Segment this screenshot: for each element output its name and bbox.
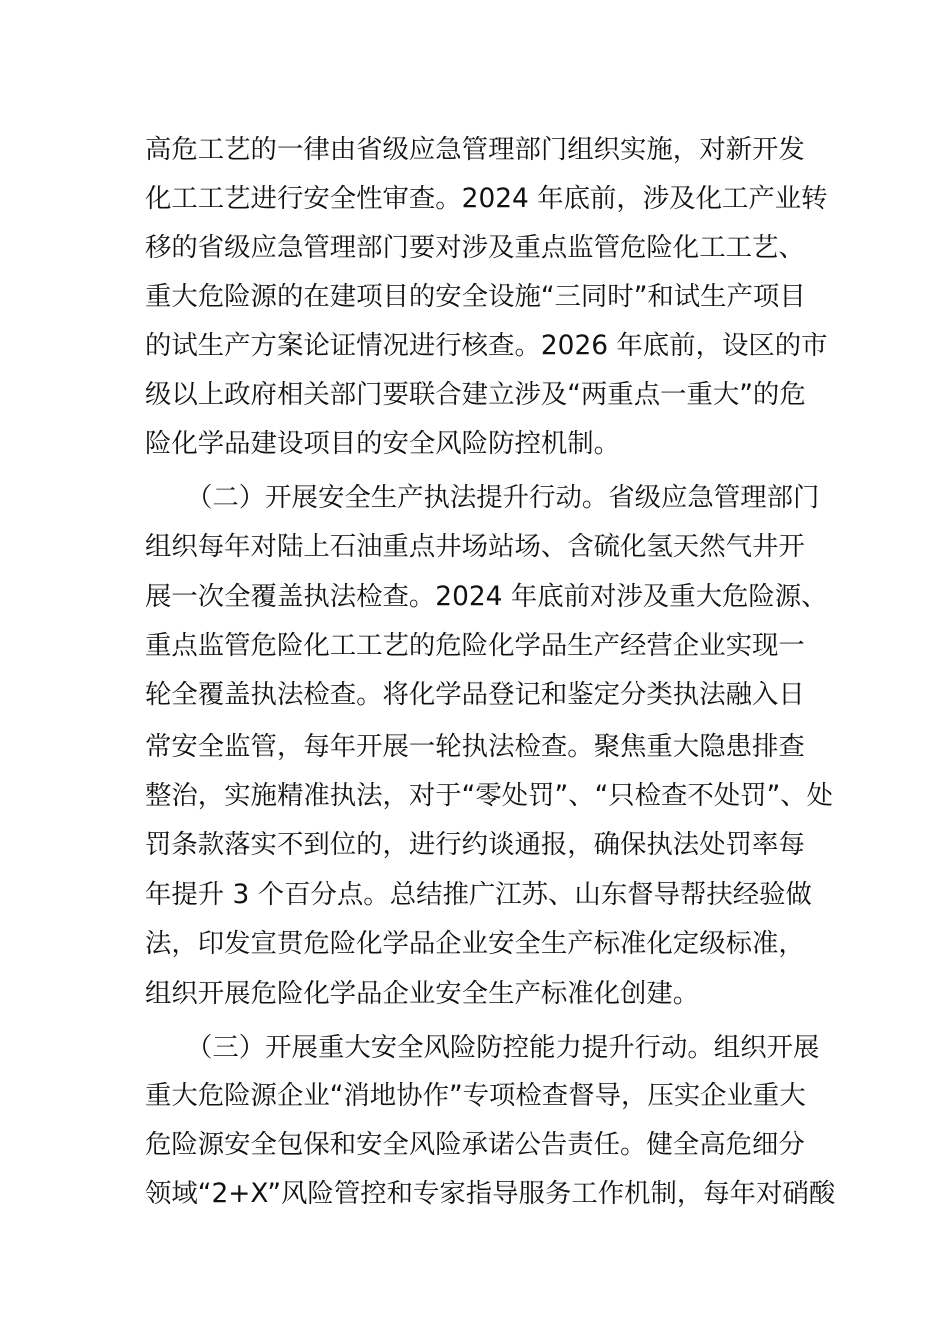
- text-line: 年提升 3 个百分点。总结推广江苏、山东督导帮扶经验做: [145, 879, 812, 910]
- text-line: 组织开展危险化学品企业安全生产标准化创建。: [145, 978, 700, 1009]
- text-line: 整治，实施精准执法，对于“零处罚”、“只检查不处罚”、处: [145, 780, 834, 811]
- text-line: 化工工艺进行安全性审查。2024 年底前，涉及化工产业转: [145, 183, 828, 214]
- text-line: 重大危险源企业“消地协作”专项检查督导，压实企业重大: [145, 1080, 806, 1111]
- text-line: 组织每年对陆上石油重点井场站场、含硫化氢天然气井开: [145, 531, 805, 562]
- section-heading-line: （三）开展重大安全风险防控能力提升行动。组织开展: [186, 1032, 820, 1063]
- text-line: 罚条款落实不到位的，进行约谈通报，确保执法处罚率每: [145, 829, 805, 860]
- section-heading-line: （二）开展安全生产执法提升行动。省级应急管理部门: [186, 482, 820, 513]
- text-line: 高危工艺的一律由省级应急管理部门组织实施，对新开发: [145, 134, 805, 165]
- text-line: 法，印发宣贯危险化学品企业安全生产标准化定级标准，: [145, 928, 805, 959]
- text-line: 重大危险源的在建项目的安全设施“三同时”和试生产项目: [145, 281, 806, 312]
- text-line: 危险源安全包保和安全风险承诺公告责任。健全高危细分: [145, 1129, 805, 1160]
- text-line: 移的省级应急管理部门要对涉及重点监管危险化工工艺、: [145, 232, 805, 263]
- text-line: 展一次全覆盖执法检查。2024 年底前对涉及重大危险源、: [145, 581, 828, 612]
- text-line: 险化学品建设项目的安全风险防控机制。: [145, 428, 621, 459]
- text-line: 重点监管危险化工工艺的危险化学品生产经营企业实现一: [145, 630, 805, 661]
- text-line: 常安全监管，每年开展一轮执法检查。聚焦重大隐患排查: [145, 731, 805, 762]
- text-line: 轮全覆盖执法检查。将化学品登记和鉴定分类执法融入日: [145, 679, 805, 710]
- text-line: 级以上政府相关部门要联合建立涉及“两重点一重大”的危: [145, 379, 806, 410]
- text-line: 的试生产方案论证情况进行核查。2026 年底前，设区的市: [145, 330, 828, 361]
- text-line: 领域“2+X”风险管控和专家指导服务工作机制，每年对硝酸: [145, 1178, 836, 1209]
